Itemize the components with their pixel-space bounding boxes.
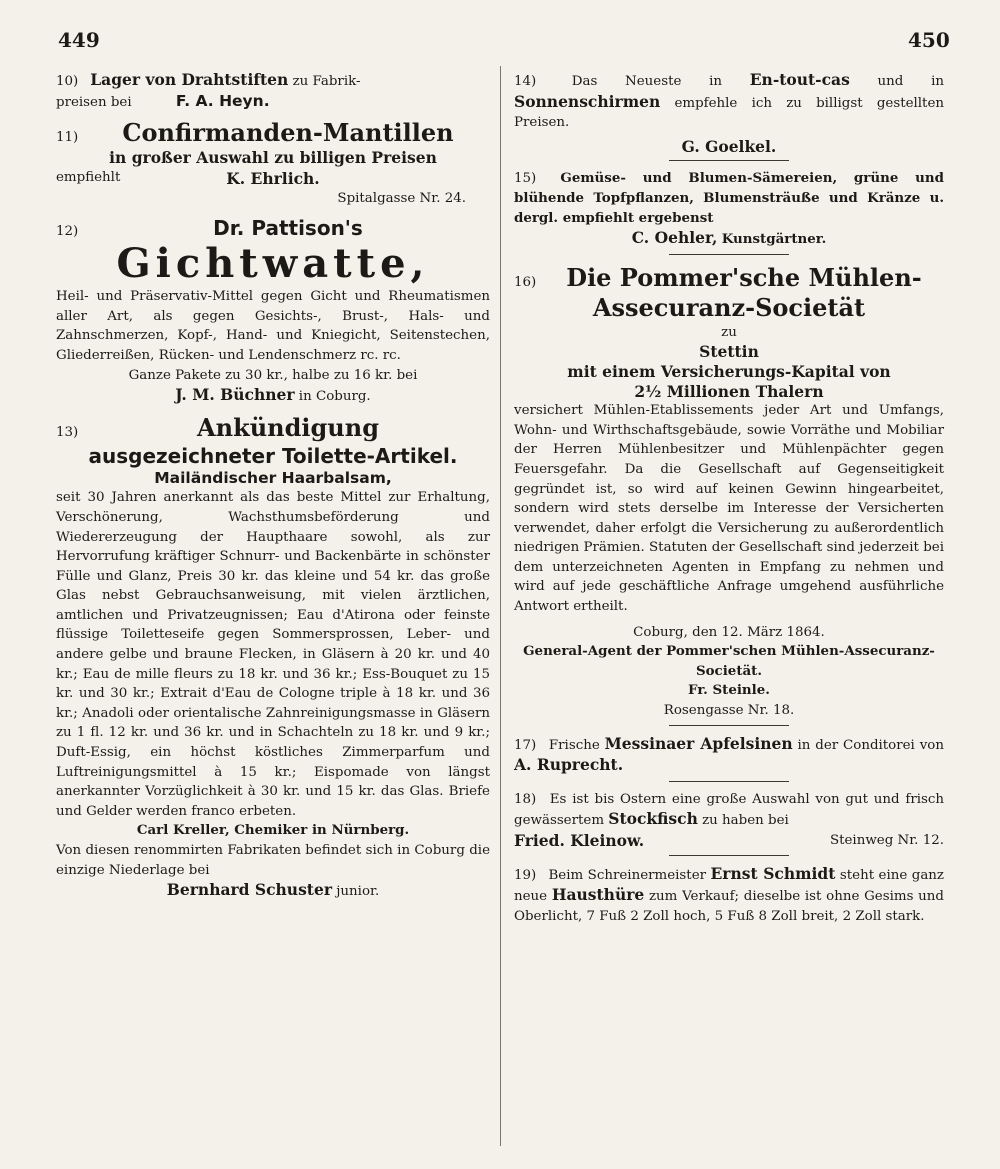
separator: [669, 160, 789, 161]
ad-place: in Coburg.: [298, 389, 371, 405]
ad-text: empfehle ich zu billigst gestellten Preisen.: [514, 95, 944, 131]
ad-text: preisen bei: [56, 94, 132, 110]
ad-12: [56, 215, 490, 407]
ad-vendor: Bernhard Schuster: [166, 880, 332, 900]
ad-subtitle: in großer Auswahl zu billigen Preisen: [109, 148, 437, 168]
ad-18: [514, 790, 944, 856]
ad-text: zu Fabrik-: [292, 74, 361, 89]
ad-text: empfiehlt: [56, 169, 121, 185]
ad-number: 16): [514, 274, 537, 290]
ad-11: [56, 118, 490, 208]
ad-text: zum Verkauf; dieselbe ist ohne Gesims und Oberlicht, 7 Fuß 2 Zoll hoch, 5 Fuß 8 Zoll breit, 2 Zoll stark.: [514, 889, 944, 924]
ad-title-line-2: Assecuranz-Societät: [592, 292, 866, 322]
page-number-right: 450: [908, 28, 950, 52]
ad-item: Messinaer Apfelsinen: [604, 733, 793, 753]
ad-text: steht eine ganz neue: [514, 867, 944, 905]
ad-address: Rosengasse Nr. 18.: [663, 703, 795, 719]
ad-13: [56, 413, 490, 902]
ad-text: Frische: [548, 737, 600, 753]
ad-maker: Carl Kreller, Chemiker in Nürnberg.: [136, 822, 410, 839]
separator: [669, 725, 789, 726]
ad-date: Coburg, den 12. März 1864.: [633, 624, 825, 640]
ad-vendor: C. Oehler,: [631, 228, 718, 248]
ad-title: Ankündigung: [197, 412, 379, 442]
page-number-left: 449: [58, 28, 100, 52]
ad-city: Stettin: [699, 342, 759, 362]
ad-10: [56, 70, 490, 112]
ad-prices: Ganze Pakete zu 30 kr., halbe zu 16 kr. bei: [128, 367, 418, 383]
ad-title: Dr. Pattison's: [213, 215, 363, 240]
ad-vendor-suffix: junior.: [336, 884, 380, 900]
ad-product: Gichtwatte,: [116, 240, 430, 288]
ad-17: [514, 734, 944, 782]
ad-number: 19): [514, 867, 537, 883]
ad-14: [514, 70, 944, 161]
ad-item: Hausthüre: [551, 885, 645, 905]
ad-body: versichert Mühlen-Etablissements jeder Art und Umfangs, Wohn- und Wirthschaftsgebäude, sowie Vorräthe und Mobiliar der Herren Mühlenbesitzer und Mühlenpächter gegen Feuersgefahr. Da die Gesellschaft auf Gegenseitigkeit gegründet ist, so wird auf keinen Gewinn hingearbeitet, sondern wird stets derselbe im Interesse der Versicherten verwendet, daher erfolgt die Versicherung zu außerordentlich niedrigen Prämien. Statuten der Gesellschaft sind jederzeit bei dem unterzeichneten Agenten in Empfang zu nehmen und wird auf jede geschäftliche Anfrage umgehend ausführliche Antwort ertheilt.: [514, 403, 944, 615]
ad-text: Das Neueste in: [571, 74, 723, 89]
ad-note: Von diesen renommirten Fabrikaten befindet sich in Coburg die einzige Niederlage bei: [56, 843, 490, 878]
ad-vendor: G. Goelkel.: [681, 136, 777, 156]
ad-body: seit 30 Jahren anerkannt als das beste Mittel zur Erhaltung, Verschönerung, Wachsthumsbeförderung und Wiedererzeugung der Haupthaare sowohl, als zur Hervorrufung kräftiger Schnurr- und Backenbärte in schönster Fülle und Glanz, Preis 30 kr. das kleine und 54 kr. das große Glas nebst Gebrauchsanweisung, mit vielen ärztlichen, amtlichen und Privatzeugnissen; Eau d'Atirona oder feinste flüssige Toiletteseife gegen Sommersprossen, Leber- und andere gelbe und braune Flecken, in Gläsern à 20 kr. und 40 kr.; Eau de mille fleurs zu 18 kr. und 36 kr.; Ess-Bouquet zu 15 kr. und 30 kr.; Extrait d'Eau de Cologne triple à 18 kr. und 36 kr.; Anadoli oder orientalische Zahnreinigungsmasse in Gläsern zu 1 fl. 12 kr. und 36 kr. und in Schachteln zu 18 kr. und 9 kr.; Duft-Essig, ein höchst köstliches Zimmerparfum und Luftreinigungsmittel à 15 kr.; Eispomade von längst anerkannter Vorzüglichkeit à 30 kr. und 15 kr. das Glas. Briefe und Gelder werden franco erbeten.: [56, 490, 490, 819]
ad-capital: mit einem Versicherungs-Kapital von: [567, 361, 891, 381]
ad-number: 18): [514, 791, 537, 807]
separator: [669, 254, 789, 255]
ad-amount: 2½ Millionen Thalern: [634, 381, 824, 401]
ad-text: zu: [721, 324, 737, 340]
ad-product: Mailändischer Haarbalsam,: [154, 468, 392, 487]
ad-body: Gemüse- und Blumen-Sämereien, grüne und blühende Topfpflanzen, Blumensträuße und Kränze u. dergl. empfiehlt ergebenst: [514, 170, 944, 226]
ad-item: Stockfisch: [608, 809, 698, 829]
ad-title: Die Pommer'sche Mühlen-: [566, 262, 922, 292]
ad-15: [514, 169, 944, 254]
ad-vendor: Ernst Schmidt: [710, 863, 836, 883]
ad-address: Spitalgasse Nr. 24.: [337, 190, 466, 206]
ad-vendor: Fr. Steinle.: [688, 682, 770, 699]
ad-address: Steinweg Nr. 12.: [829, 833, 944, 848]
ad-vendor: F. A. Heyn.: [175, 91, 270, 110]
ad-text: Beim Schreinermeister: [548, 867, 707, 883]
ad-text: Es ist bis Ostern eine große Auswahl von gut und frisch gewässertem: [514, 791, 944, 829]
ad-vendor: K. Ehrlich.: [226, 169, 320, 189]
separator: [669, 855, 789, 856]
ad-19: [514, 864, 944, 927]
ad-vendor: J. M. Büchner: [175, 385, 295, 405]
ad-number: 17): [514, 737, 537, 753]
ad-number: 13): [56, 424, 79, 440]
ad-number: 10): [56, 74, 79, 89]
left-column: [56, 70, 490, 908]
ad-subtitle: ausgezeichneter Toilette-Artikel.: [88, 443, 458, 468]
ad-item: Sonnenschirmen: [514, 91, 661, 111]
right-column: [514, 70, 944, 932]
ad-vendor: A. Ruprecht.: [514, 755, 624, 775]
ad-text: und in: [877, 74, 944, 89]
ad-text: in der Conditorei von: [797, 737, 944, 753]
ad-agent: General-Agent der Pommer'schen Mühlen-Assecuranz-Societät.: [523, 643, 935, 679]
ad-text: zu haben bei: [702, 813, 789, 829]
ad-number: 12): [56, 223, 79, 239]
ad-16: [514, 263, 944, 726]
ad-number: 15): [514, 171, 537, 187]
column-divider: [500, 66, 501, 1146]
ad-vendor: Fried. Kleinow.: [514, 831, 645, 850]
separator: [669, 781, 789, 782]
ad-headline: Lager von Drahtstiften: [90, 70, 289, 89]
ad-item: En-tout-cas: [749, 70, 850, 89]
ad-role: Kunstgärtner.: [721, 231, 827, 248]
ad-number: 11): [56, 130, 79, 146]
ad-body: Heil- und Präservativ-Mittel gegen Gicht und Rheumatismen aller Art, als gegen Gesichts-, Brust-, Hals- und Zahnschmerzen, Kopf-, Hand- und Kniegicht, Seitenstechen, Gliederreißen, Rücken- und Lendenschmerz rc. rc.: [56, 289, 490, 363]
ad-number: 14): [514, 74, 537, 89]
ad-title: Confirmanden-Mantillen: [122, 118, 454, 148]
